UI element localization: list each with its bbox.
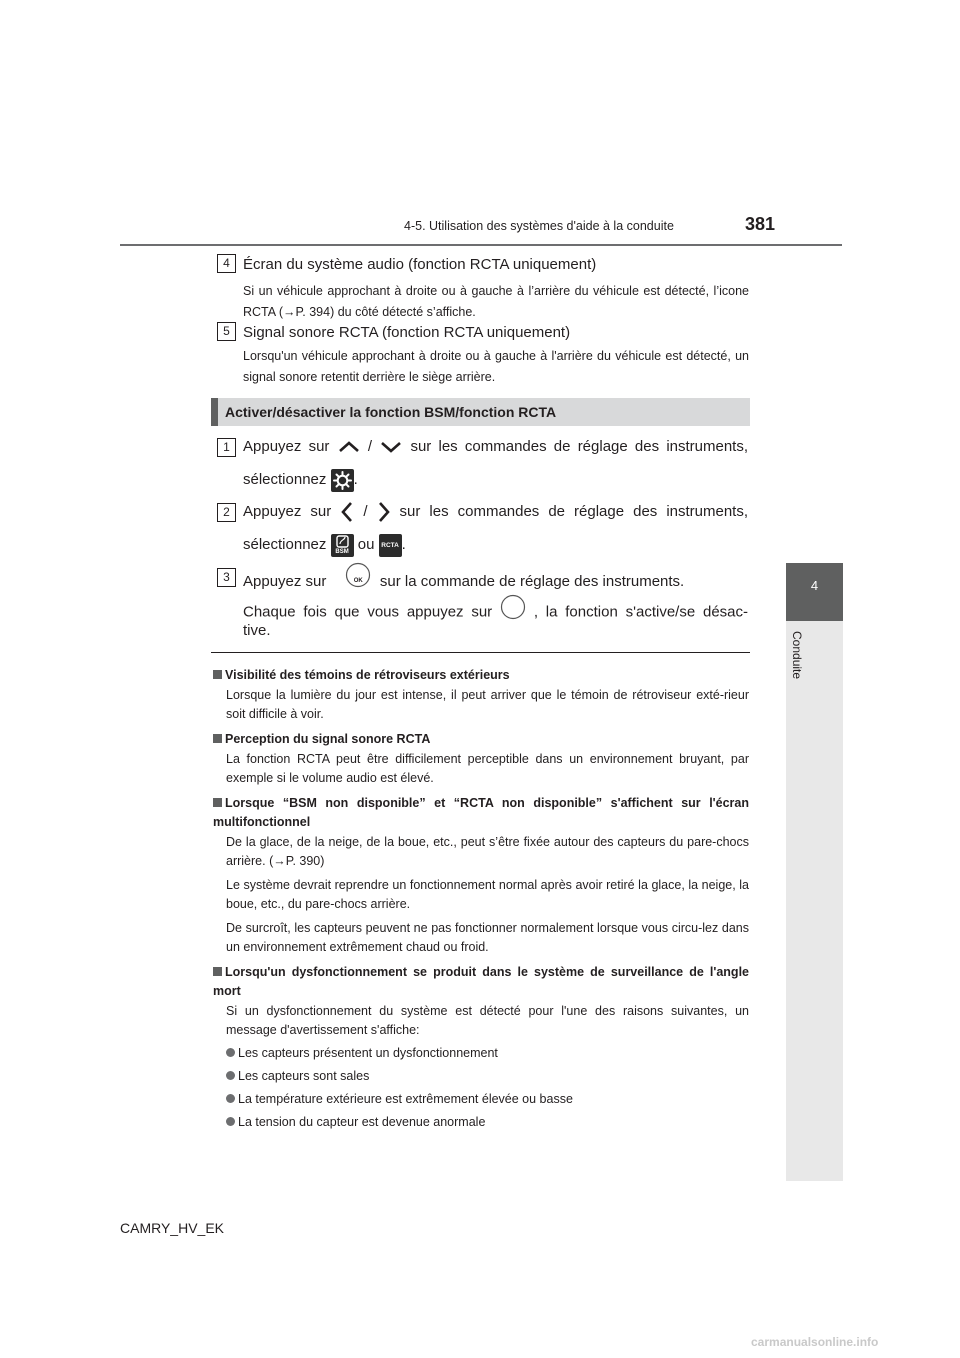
note-text: Le système devrait reprendre un fonctionnement normal après avoir retiré la glace, la neige, la boue, etc., du pare-chocs arrière.: [226, 878, 749, 911]
bsm-icon: [331, 534, 354, 557]
note-text: La fonction RCTA peut être difficilement perceptible dans un environnement bruyant, par exemple si le volume audio est élevé.: [226, 752, 749, 785]
footer-model-code: CAMRY_HV_EK: [120, 1220, 225, 1236]
round-bullet-icon: [226, 1071, 235, 1080]
step-2: Appuyez sur / sur les commandes de réglage des instruments, sélectionnez BSM ou RCTA .: [243, 503, 749, 555]
running-header-section-title: 4-5. Utilisation des systèmes d'aide à la conduite: [404, 219, 674, 233]
note-text: Lorsque la lumière du jour est intense, il peut arriver que le témoin de rétroviseur exté-rieur soit difficile à voir.: [226, 688, 749, 721]
arrow-icon: →: [273, 854, 286, 868]
item-description: Si un véhicule approchant à droite ou à gauche à l’arrière du véhicule est détecté, l’icone RCTA (→P. 394) du côté détecté s’affiche.: [243, 284, 749, 319]
square-bullet-icon: [213, 967, 222, 976]
note-text: De surcroît, les capteurs peuvent ne pas fonctionner normalement lorsque vous circu-lez dans un environnement extrêmement chaud ou froid.: [226, 921, 749, 954]
header-divider: [120, 244, 842, 246]
page-number: 381: [745, 214, 776, 234]
list-item: Les capteurs présentent un dysfonctionnement: [213, 1044, 749, 1063]
page-reference-link[interactable]: P. 390: [285, 854, 321, 868]
bsm-icon-label: BSM: [335, 548, 349, 555]
round-bullet-icon: [226, 1117, 235, 1126]
note-text: De la glace, de la neige, de la boue, etc., peut s’être fixée autour des capteurs du pare-chocs arrière. (→P. 390): [226, 835, 749, 868]
chapter-strip: [786, 621, 843, 1181]
chevron-down-icon: [379, 440, 403, 454]
item-title: Signal sonore RCTA (fonction RCTA uniquement): [243, 324, 571, 341]
note-text: Si un dysfonctionnement du système est détecté pour l'une des raisons suivantes, un message d'avertissement s'affiche:: [226, 1004, 749, 1037]
ok-button-icon: [500, 594, 526, 631]
step-1: Appuyez sur / sur les commandes de réglage des instruments, sélectionnez .: [243, 432, 748, 495]
chapter-label: Conduite: [790, 631, 804, 680]
item-description: Lorsqu'un véhicule approchant à droite ou à gauche à l'arrière du véhicule est détecté, un signal sonore retentit derrière le siège arrière.: [243, 349, 749, 384]
note-heading: Perception du signal sonore RCTA: [213, 730, 749, 749]
section-heading: Activer/désactiver la fonction BSM/fonction RCTA: [211, 398, 750, 426]
note-heading: Lorsque “BSM non disponible” et “RCTA non disponible” s'affichent sur l'écran multifonctionnel: [213, 796, 749, 829]
round-bullet-icon: [226, 1094, 235, 1103]
item-title: Écran du système audio (fonction RCTA uniquement): [243, 256, 597, 273]
rcta-icon-label: RCTA: [381, 541, 399, 549]
chapter-tab-number: 4: [810, 578, 819, 593]
step-number-box: 1: [217, 438, 236, 457]
arrow-icon: →: [283, 305, 296, 319]
chevron-right-icon: [377, 501, 391, 523]
step-3: Appuyez sur $^{OK}$ sur la commande de réglage des instruments. Chaque fois que vous appuyez sur , la fonction s'active/se désac- tive.: [243, 562, 748, 646]
item-number-box: 5: [217, 322, 236, 341]
chevron-up-icon: [337, 440, 361, 454]
notes-divider: [211, 652, 750, 653]
note-heading: Lorsqu'un dysfonctionnement se produit dans le système de surveillance de l'angle mort: [213, 965, 749, 998]
round-bullet-icon: [226, 1048, 235, 1057]
rcta-icon: [379, 534, 402, 557]
item-number-box: 4: [217, 254, 236, 273]
list-item: La tension du capteur est devenue anormale: [213, 1113, 749, 1132]
notes-section: [213, 660, 749, 1132]
note-heading: Visibilité des témoins de rétroviseurs extérieurs: [213, 666, 749, 685]
square-bullet-icon: [213, 798, 222, 807]
list-item: La température extérieure est extrêmement élevée ou basse: [213, 1090, 749, 1109]
square-bullet-icon: [213, 670, 222, 679]
list-item: Les capteurs sont sales: [213, 1067, 749, 1086]
watermark: carmanualsonline.info: [751, 1335, 879, 1349]
ok-icon-label: OK: [353, 578, 363, 584]
square-bullet-icon: [213, 734, 222, 743]
page-reference-link[interactable]: P. 394: [295, 305, 331, 319]
chevron-left-icon: [340, 501, 354, 523]
settings-gear-icon: [331, 469, 354, 492]
step-number-box: 3: [217, 568, 236, 587]
step-number-box: 2: [217, 503, 236, 522]
